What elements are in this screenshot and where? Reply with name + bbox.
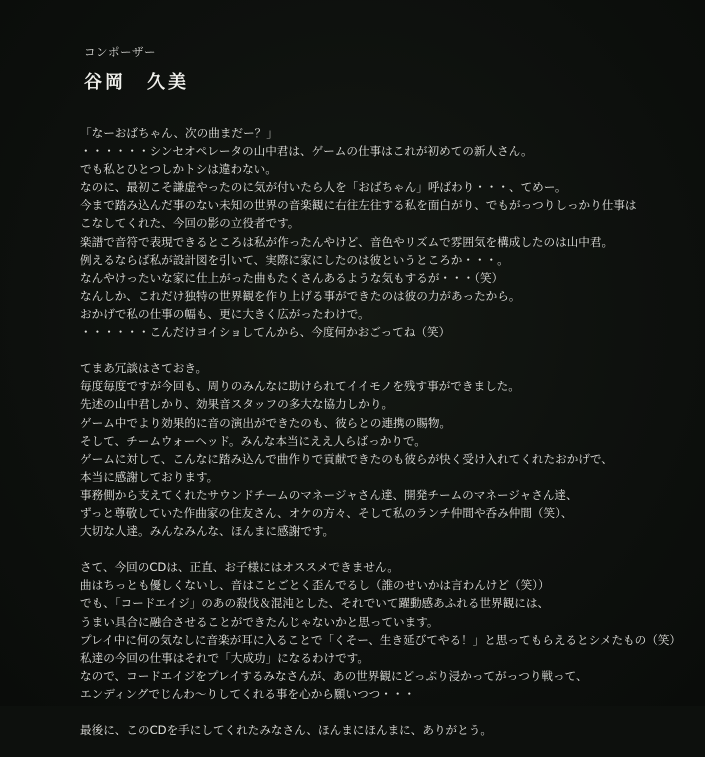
text-line: なんしか、これだけ独特の世界観を作り上げる事ができたのは彼の力があったから。: [80, 288, 521, 303]
text-line: 楽譜で音符で表現できるところは私が作ったんやけど、音色やリズムで雰囲気を構成したのは山中君。: [80, 234, 614, 249]
text-line: でも私とひとつしかトシは違わない。: [80, 162, 277, 177]
paragraph: [80, 721, 680, 739]
text-line: ・・・・・・こんだけヨイショしてんから、今度何かおごってね（笑）: [80, 325, 451, 340]
text-line: なのに、最初こそ謙虚やったのに気が付いたら人を「おばちゃん」呼ばわり・・・、てめー。: [80, 180, 567, 195]
text-line: プレイ中に何の気なしに音楽が耳に入ることで「くそー、生き延びてやる！」と思ってもらえるとシメたもの（笑）: [80, 632, 682, 647]
liner-notes-body: [80, 124, 680, 757]
composer-role-label: コンポーザー: [84, 45, 156, 59]
text-line: 私達の今回の仕事はそれで「大成功」になるわけです。: [80, 650, 369, 665]
text-line: エンディングでじんわ～りしてくれる事を心から願いつつ・・・: [80, 686, 416, 701]
text-line: てまあ冗談はさておき。: [80, 361, 208, 376]
text-line: 大切な人達。みんなみんな、ほんまに感謝です。: [80, 524, 335, 539]
text-line: 「なーおばちゃん、次の曲まだー？」: [80, 126, 278, 140]
composer-header: [84, 44, 189, 94]
paragraph: [80, 124, 680, 341]
text-line: うまい具合に融合させることができたんじゃないかと思っています。: [80, 614, 439, 629]
text-line: ゲーム中でより効果的に音の演出ができたのも、彼らとの連携の賜物。: [80, 415, 452, 430]
composer-name: 谷岡 久美: [84, 72, 189, 93]
text-line: さて、今回のCDは、正直、お子様にはオススメできません。: [80, 560, 399, 575]
text-line: 今まで踏み込んだ事のない未知の世界の音楽観に右往左往する私を面白がり、でもがっつりしっかり仕事は: [80, 198, 637, 213]
text-line: こなしてくれた、今回の影の立役者です。: [80, 216, 300, 231]
text-line: 本当に感謝しております。: [80, 469, 219, 484]
text-line: ・・・・・・シンセオペレータの山中君は、ゲームの仕事はこれが初めての新人さん。: [80, 144, 533, 159]
text-line: でも、「コードエイジ」のあの殺伐＆混沌とした、それでいて躍動感あふれる世界観には、: [80, 596, 550, 611]
text-line: 例えるならば私が設計図を引いて、実際に家にしたのは彼というところか・・・。: [80, 252, 509, 267]
text-line: ゲームに対して、こんなに踏み込んで曲作りで貢献できたのも彼らが快く受け入れてくれたおかげで、: [80, 451, 613, 466]
text-line: 先述の山中君しかり、効果音スタッフの多大な協力しかり。: [80, 397, 394, 412]
text-line: おかげで私の仕事の幅も、更に大きく広がったわけで。: [80, 306, 370, 321]
text-line: 事務側から支えてくれたサウンドチームのマネージャさん達、開発チームのマネージャさん達、: [80, 487, 578, 502]
paragraph: [80, 359, 680, 540]
text-line: なので、コードエイジをプレイするみなさんが、あの世界観にどっぷり浸かってがっつり戦って、: [80, 668, 588, 683]
paragraph: [80, 558, 680, 703]
text-line: ずっと尊敬していた作曲家の住友さん、オケの方々、そして私のランチ仲間や呑み仲間（笑）、: [80, 505, 573, 520]
text-line: 最後に、このCDを手にしてくれたみなさん、ほんまにほんまに、ありがとう。: [80, 723, 492, 738]
text-line: そして、チームウォーヘッド。みんな本当にええ人らばっかりで。: [80, 433, 426, 448]
text-line: なんやけったいな家に仕上がった曲もたくさんあるような気もするが・・・（笑）: [80, 270, 504, 285]
text-line: 曲はちっとも優しくないし、音はことごとく歪んでるし（誰のせいかは言わんけど（笑））: [80, 578, 550, 593]
text-line: 毎度毎度ですが今回も、周りのみんなに助けられてイイモノを残す事ができました。: [80, 379, 520, 394]
